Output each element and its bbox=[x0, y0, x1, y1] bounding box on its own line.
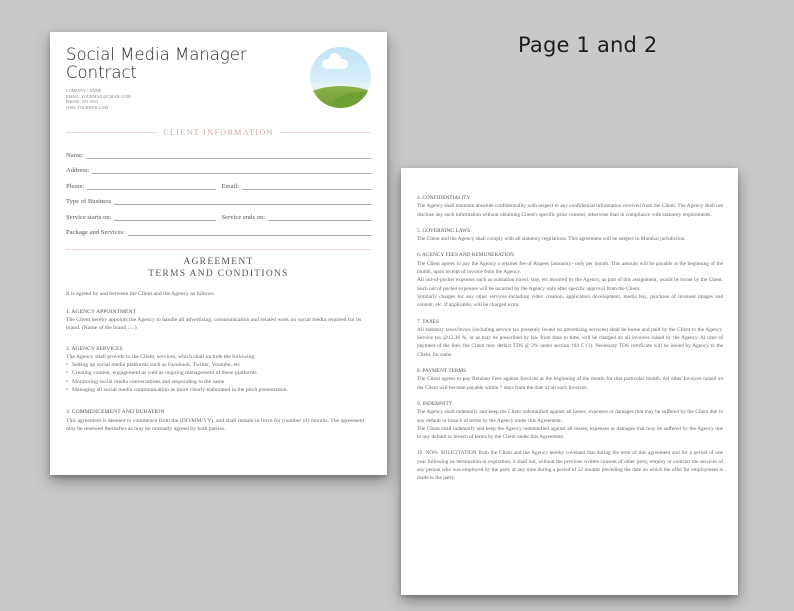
business-type-field[interactable]: Type of Business bbox=[66, 198, 371, 205]
page-headline: Page 1 and 2 bbox=[518, 33, 658, 57]
package-field[interactable]: Package and Services: bbox=[66, 229, 371, 236]
address-field[interactable]: Address: bbox=[66, 167, 371, 174]
section-text: Similarly charges for any other services including video creation, application development, media buy, purchase of licensed images and content, etc. if applicable, will be charged extra. bbox=[417, 293, 723, 309]
phone-field[interactable]: Phone: bbox=[66, 183, 216, 190]
list-item: • Managing all social media communication as more clearly elaborated in the pitch presentation. bbox=[66, 386, 371, 394]
section-text: 10. NON- SOLICITATION Both the Client and the Agency hereby covenant that during the term of this agreement and for a period of one year following its termination or expiration, it shall not, without the previous written consent of other party, employ or contract the services of any person who was employed by the party at any time during a period of 12 months preceding the date on which the offer for employment is made to the party. bbox=[417, 450, 723, 482]
section-heading: 3. COMMENCEMENT AND DURATION bbox=[66, 409, 165, 416]
list-item: • Monitoring social media conversations and responding to the same bbox=[66, 378, 371, 386]
section-text: The Client shall indemnify and keep the Agency indemnified against all losses, expenses or damages that may be suffered by the Agency due to any default or breach of terms by the Client under this Agreement. bbox=[417, 425, 723, 441]
client-info-heading: CLIENT INFORMATION bbox=[66, 128, 371, 137]
section-heading: 9. INDEMNITY bbox=[417, 400, 453, 407]
logo-landscape-image bbox=[310, 47, 371, 108]
section-text: All out-of-pocket expenses such as outstation travel, stay, etc incurred by the Agency, as part of this assignment, would be borne by the Client. Such out of pocket expenses will be incurred by the Agency only after specific approval from the Client. bbox=[417, 277, 723, 292]
terms-body bbox=[417, 194, 723, 483]
section-text: The Client agrees to pay the Agency a retainer fee of Rupees (amount)/- only per month. This amount will be payable at the beginning of the month, upon receipt of invoice from the Agency. bbox=[417, 260, 723, 276]
contract-page-1 bbox=[50, 32, 387, 475]
name-field[interactable]: Name: bbox=[66, 152, 371, 159]
contract-title: Social Media Manager Contract bbox=[66, 45, 247, 82]
section-heading: 5. GOVERNING LAWS bbox=[417, 227, 471, 234]
section-text: The Client hereby appoints the Agency to handle all advertising, communication and related work on social media required for its brand. (Name of the brand .....) bbox=[66, 316, 362, 332]
list-item: • Creating content, engagement as well as ongoing management of these platforms bbox=[66, 369, 371, 377]
section-text: This agreement is deemed to commence from the (DD/MM/YY), and shall remain in force for (number of) months. The agreement may be renewed thereafter as may be mutually agreed by both parties. bbox=[66, 417, 365, 432]
section-text: The Agency shall maintain absolute confidentiality with respect to any confidential information received from the Client. The Agency shall not disclose any such information without obtaining Client's specific prior consent, otherwise than in compliance with statutory requirements. bbox=[417, 203, 723, 218]
service-start-field[interactable]: Service starts on: bbox=[66, 214, 216, 221]
section-heading: 8. PAYMENT TERMS bbox=[417, 368, 467, 375]
agreement-body: It is agreed by and between the Client and the Agency as follows: 1. AGENCY APPOINTMENT The Client hereby appoints the Agency to handle all advertising, communication and related work on social media required for its brand. (Name of the brand .....) 2. AGENCY SERVICES The Agency shall provide to the Client, services, which shall include the following: • Setting up social media platforms such as Facebook, Twitter, Youtube, etc • Creating content, engagement as well as ongoing management of these platforms • Monitoring social media conversations and responding to the same • Managing all social media communication as more clearly elaborated in the pitch presentation. 3. COMMENCEMENT AND DURATION This agreement is deemed to commence from the (DD/MM/YY), and shall remain in force for (number of) months. The agreement may be renewed thereafter as may be mutually agreed by both parties. bbox=[66, 290, 371, 433]
services-list bbox=[66, 361, 371, 394]
section-text: All statutory taxes/levies (including service tax presently levied on advertising services) shall be borne and paid by the Client to the Agency. Service tax @12.36 %, or as may be prescribed by law from time to time, will be charged on all invoices raised by the Agency. At time of payment of the fees, the Client may deduct TDS @ 2% under section 194 C (1). Necessary TDS certificate will be issued by Agency to the Client, for same. bbox=[417, 326, 723, 358]
section-text: The Agency shall provide to the Client, services, which shall include the following: bbox=[66, 353, 256, 360]
section-heading: 7. TAXES bbox=[417, 318, 440, 325]
section-text: The Agency shall indemnify and keep the Client indemnified against all losses, expenses or damages that may be suffered by the Client due to any default or breach of terms by the Agency under this Agreement. bbox=[417, 409, 723, 424]
service-end-field[interactable]: Service ends on: bbox=[222, 214, 372, 221]
section-heading: 6. AGENCY FEES AND REMUNERATION bbox=[417, 252, 515, 259]
agreement-title: AGREEMENT TERMS AND CONDITIONS bbox=[148, 257, 289, 280]
list-item: • Setting up social media platforms such as Facebook, Twitter, Youtube, etc bbox=[66, 361, 371, 369]
client-info-form bbox=[66, 143, 371, 236]
company-meta: COMPANY / NAME EMAIL: YOURMAIL@GMAIL.COM PHONE: 555-5555 WEB: YOURWEB.COM bbox=[66, 89, 131, 110]
section-text: The Client and the Agency shall comply with all statutory regulations. This agreement will be subject to Mumbai jurisdiction. bbox=[417, 236, 686, 243]
email-field[interactable]: Email: bbox=[222, 183, 372, 190]
section-heading: 2. AGENCY SERVICES bbox=[66, 345, 123, 352]
divider bbox=[66, 249, 371, 250]
contract-page-2 bbox=[401, 168, 738, 595]
section-heading: 1. AGENCY APPOINTMENT bbox=[66, 308, 137, 315]
section-text: The Client agrees to pay Retainer Fees against Invoices at the beginning of the month for that particular month. All other Invoices raised on the Client will become payable within 7 days from the date of all such Invoices. bbox=[417, 376, 723, 391]
section-heading: 4. CONFIDENTIALITY bbox=[417, 195, 471, 201]
